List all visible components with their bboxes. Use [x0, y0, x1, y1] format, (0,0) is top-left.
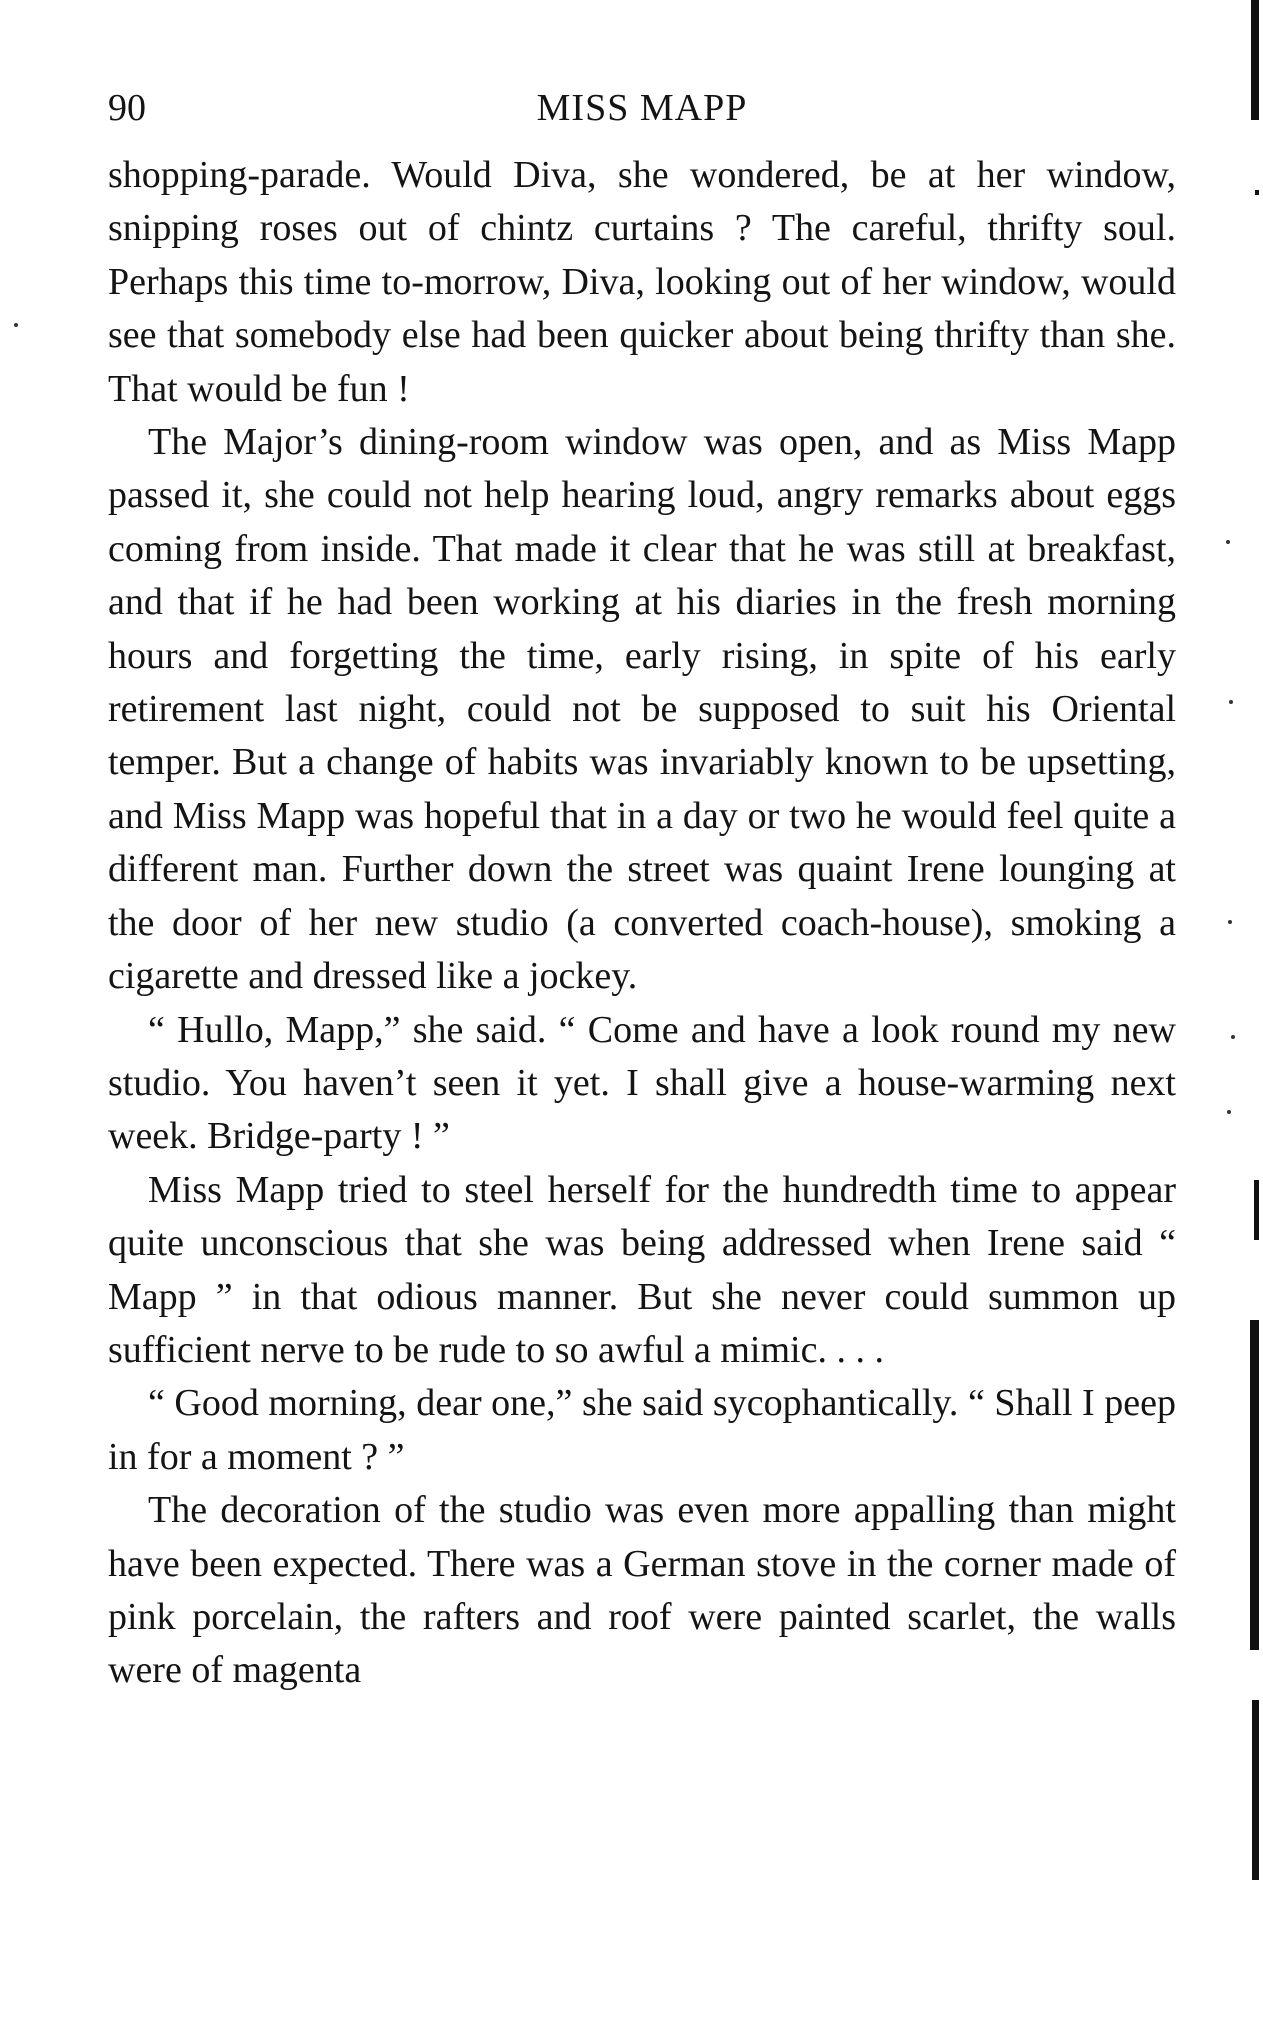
page-edge-shadow: [1241, 0, 1263, 2029]
paragraph: “ Hullo, Mapp,” she said. “ Come and have a look round my new studio. You haven’t seen it yet. I shall give a house-warming next week. Bridge-party ! ”: [108, 1008, 1176, 1158]
paragraph: The decoration of the studio was even more appalling than might have been expected. There was a German stove in the corner made of pink porcelain, the rafters and roof were painted scarlet, the walls were of magenta: [108, 1489, 1176, 1692]
scan-speck: [1227, 1110, 1231, 1114]
page-header: [108, 78, 1176, 138]
edge-mark: [1252, 1700, 1259, 1880]
scan-speck: [1228, 920, 1232, 924]
edge-mark: [1250, 1320, 1259, 1650]
paragraph: shopping-parade. Would Diva, she wondered, be at her window, snipping roses out of chintz curtains ? The careful, thrifty soul. Perhaps this time to-morrow, Diva, looking out of her window, would see that somebody else had been quicker about being thrifty than she. That would be fun !: [108, 154, 1176, 410]
edge-mark: [1254, 1180, 1259, 1240]
paragraph: Miss Mapp tried to steel herself for the hundredth time to appear quite unconscious that she was being addressed when Irene said “ Mapp ” in that odious manner. But she never could summon up sufficient nerve to be rude to so awful a mimic. . . .: [108, 1168, 1176, 1371]
scan-speck: [14, 323, 18, 327]
running-head: MISS MAPP: [536, 87, 748, 129]
edge-mark: [1251, 0, 1259, 120]
paragraph: “ Good morning, dear one,” she said sycophantically. “ Shall I peep in for a moment ? ”: [108, 1382, 1176, 1478]
scan-speck: [1229, 700, 1233, 704]
paragraph: The Major’s dining-room window was open, and as Miss Mapp passed it, she could not help hearing loud, angry remarks about eggs coming from inside. That made it clear that he was still at breakfast, and that if he had been working at his diaries in the fresh morning hours and forgetting the time, early rising, in spite of his early retirement last night, could not be supposed to suit his Oriental temper. But a change of habits was invariably known to be upsetting, and Miss Mapp was hopeful that in a day or two he would feel quite a different man. Further down the street was quaint Irene lounging at the door of her new studio (a converted coach-house), smoking a cigarette and dressed like a jockey.: [108, 421, 1176, 998]
edge-mark: [1255, 190, 1259, 195]
scan-speck: [1226, 540, 1230, 544]
body-text: [108, 149, 1176, 1698]
page-number: 90: [108, 87, 146, 129]
scan-speck: [1231, 1035, 1235, 1039]
